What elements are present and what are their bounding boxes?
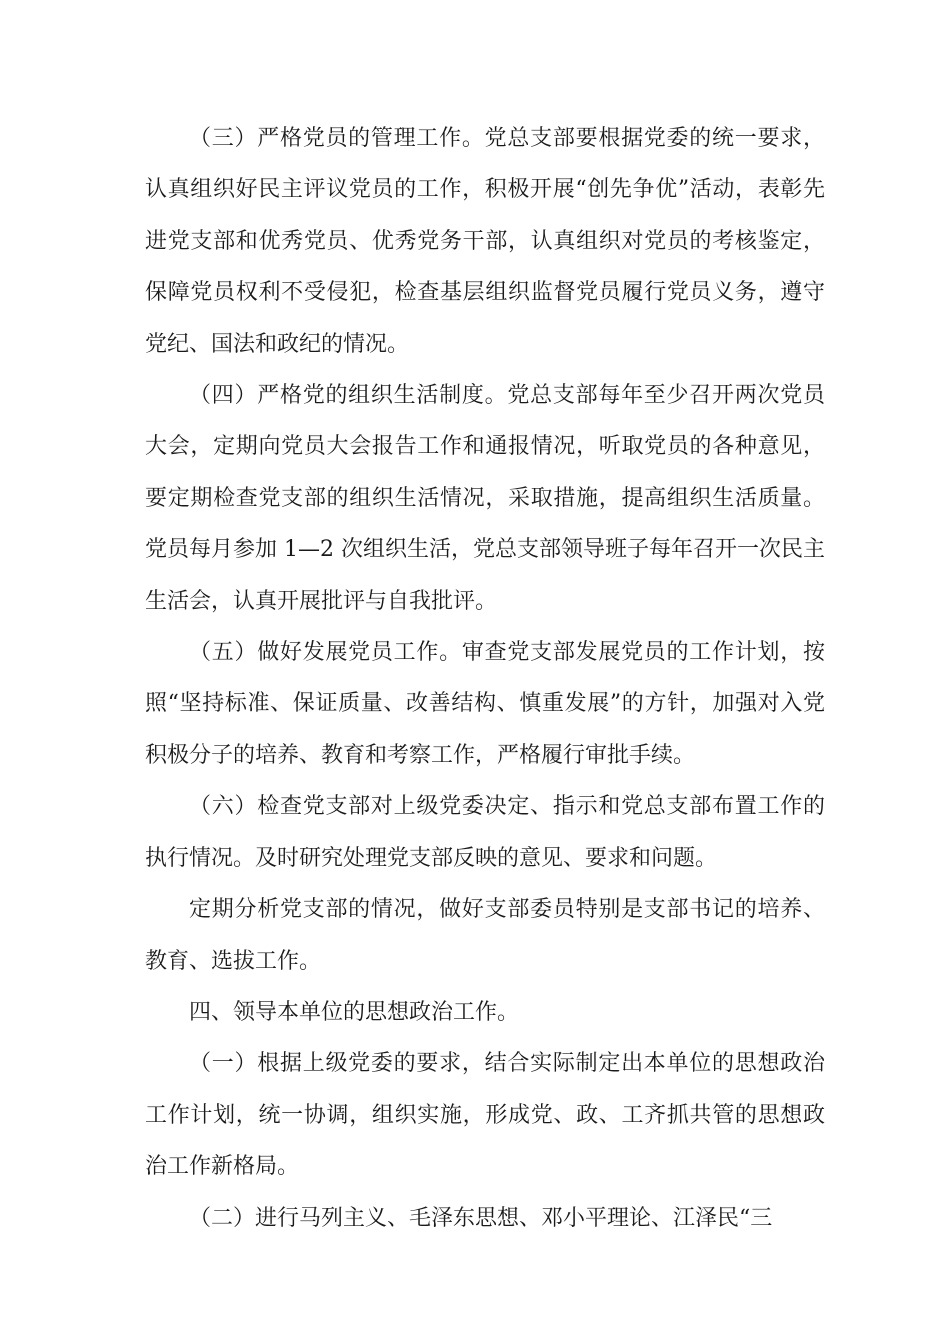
paragraph-party-member-management: （三）严格党员的管理工作。党总支部要根据党委的统一要求，认真组织好民主评议党员的工作，积极开展“创先争优”活动，表彰先进党支部和优秀党员、优秀党务干部，认真组织对党员的考核鉴定，保障党员权利不受侵犯，检查基层组织监督党员履行党员义务，遵守党纪、国法和政纪的情况。 [145,126,825,357]
paragraph-inspection: （六）检查党支部对上级党委决定、指示和党总支部布置工作的执行情况。及时研究处理党支部反映的意见、要求和问题。 [145,794,825,871]
section-heading-ideological-work: 四、领导本单位的思想政治工作。 [189,999,520,1025]
paragraph-theory-education: （二）进行马列主义、毛泽东思想、邓小平理论、江泽民“三 [189,1205,773,1231]
document-body [145,113,825,1244]
paragraph-branch-analysis: 定期分析党支部的情况，做好支部委员特别是支部书记的培养、教育、选拔工作。 [145,897,825,974]
paragraph-organizational-life: （四）严格党的组织生活制度。党总支部每年至少召开两次党员大会，定期向党员大会报告工作和通报情况，听取党员的各种意见，要定期检查党支部的组织生活情况，采取措施，提高组织生活质量。党员每月参加 1—2 次组织生活，党总支部领导班子每年召开一次民主生活会，认真开展批评与自我批评。 [145,383,825,614]
paragraph-member-development: （五）做好发展党员工作。审查党支部发展党员的工作计划，按照“坚持标准、保证质量、改善结构、慎重发展”的方针，加强对入党积极分子的培养、教育和考察工作，严格履行审批手续。 [145,640,825,768]
paragraph-work-plan: （一）根据上级党委的要求，结合实际制定出本单位的思想政治工作计划，统一协调，组织实施，形成党、政、工齐抓共管的思想政治工作新格局。 [145,1051,825,1180]
